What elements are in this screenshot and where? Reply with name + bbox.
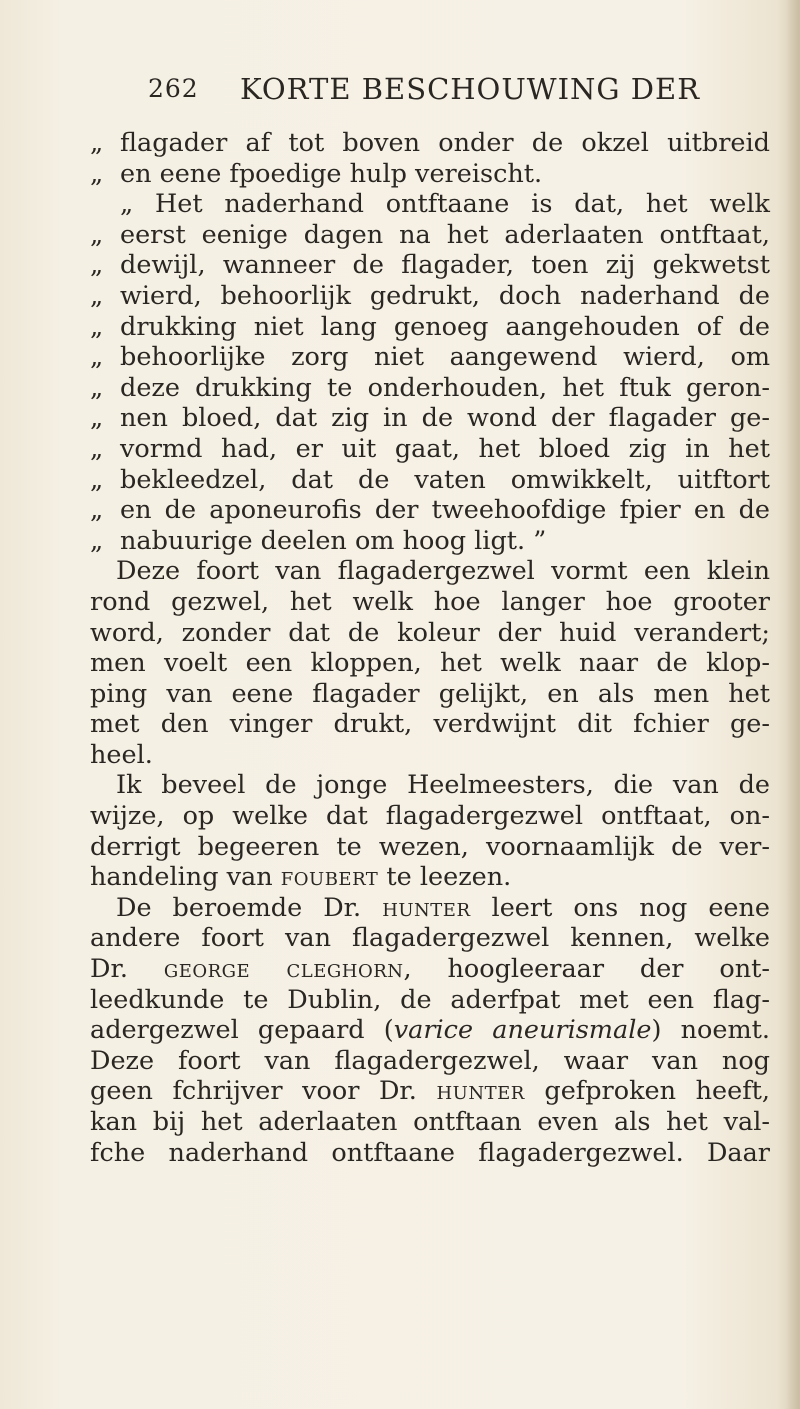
text-segment: , hoogleeraar der ont- xyxy=(403,954,770,985)
quote-line xyxy=(90,526,770,557)
quote-mark: „ xyxy=(90,464,104,495)
text-line xyxy=(90,893,770,924)
quote-line xyxy=(90,159,770,190)
quote-text: bekleedzel, dat de vaten omwikkelt, uitftort xyxy=(120,464,770,495)
quote-text: drukking niet lang genoeg aangehouden of de xyxy=(120,311,770,342)
quote-line xyxy=(90,189,770,220)
text-line xyxy=(90,1015,770,1046)
quote-line xyxy=(90,250,770,281)
text-segment: Dr. xyxy=(90,954,128,985)
quote-mark: „ xyxy=(90,525,104,556)
quote-text: „ Het naderhand ontftaane is dat, het welk xyxy=(120,189,770,220)
page-edge-shadow xyxy=(786,0,800,1409)
quote-mark xyxy=(90,189,120,220)
author-name: hunter xyxy=(382,892,471,923)
quote-line xyxy=(90,281,770,312)
text-line: rond gezwel, het welk hoe langer hoe grooter xyxy=(90,586,770,617)
text-line: andere foort van flagadergezwel kennen, welke xyxy=(90,923,770,954)
text-segment: geen fchrijver voor Dr. xyxy=(90,1076,417,1107)
text-line: leedkunde te Dublin, de aderfpat met een flag- xyxy=(90,984,770,1015)
quoted-passage xyxy=(90,128,770,556)
quote-text: en de aponeurofis der tweehoofdige fpier en de xyxy=(120,495,770,526)
author-name: foubert xyxy=(280,862,379,893)
quote-text: vormd had, er uit gaat, het bloed zig in het xyxy=(120,433,770,464)
quote-mark: „ xyxy=(90,495,104,526)
paragraph-hunter xyxy=(90,893,770,1168)
quote-mark: „ xyxy=(90,280,104,311)
quote-text: eerst eenige dagen na het aderlaaten ontftaat, xyxy=(120,219,770,250)
body-text xyxy=(90,128,770,1168)
quote-mark: „ xyxy=(90,403,104,434)
quote-mark: „ xyxy=(90,128,104,158)
paragraph-description xyxy=(90,556,770,770)
author-name: george cleghorn xyxy=(163,954,404,985)
quote-text: nabuurige deelen om hoog ligt. ” xyxy=(120,525,547,556)
text-line: kan bij het aderlaaten ontftaan even als het val- xyxy=(90,1107,770,1137)
text-line: wijze, op welke dat flagadergezwel ontftaat, on- xyxy=(90,801,770,832)
quote-mark: „ xyxy=(90,372,104,403)
quote-mark: „ xyxy=(90,219,104,250)
text-line: met den vinger drukt, verdwijnt dit fchier ge- xyxy=(90,709,770,740)
paragraph-recommendation xyxy=(90,770,770,892)
text-line xyxy=(90,1076,770,1107)
text-line: ping van eene flagader gelijkt, en als men het xyxy=(90,678,770,709)
quote-text: flagader af tot boven onder de okzel uitbreid xyxy=(120,128,770,158)
quote-line xyxy=(90,220,770,251)
quote-text: deze drukking te onderhouden, het ftuk geron- xyxy=(120,372,770,403)
quote-line xyxy=(90,403,770,434)
quote-text: behoorlijke zorg niet aangewend wierd, om xyxy=(120,342,770,373)
text-line xyxy=(90,862,770,893)
text-line: heel. xyxy=(90,739,153,770)
quote-line xyxy=(90,495,770,526)
text-line xyxy=(90,954,770,985)
quote-mark: „ xyxy=(90,311,104,342)
text-segment: ) noemt. xyxy=(651,1015,770,1046)
quote-line xyxy=(90,434,770,465)
quote-text: en eene fpoedige hulp vereischt. xyxy=(120,158,543,189)
text-segment: handeling van xyxy=(90,862,273,893)
page-number: 262 xyxy=(148,74,199,103)
text-segment: gefproken heeft, xyxy=(544,1076,771,1107)
quote-mark: „ xyxy=(90,433,104,464)
text-line: derrigt begeeren te wezen, voornaamlijk de ver- xyxy=(90,831,770,862)
text-segment: leert ons nog eene xyxy=(491,892,771,923)
quote-mark: „ xyxy=(90,250,104,281)
quote-line xyxy=(90,373,770,404)
quote-text: dewijl, wanneer de flagader, toen zij gekwetst xyxy=(120,250,770,281)
running-title: KORTE BESCHOUWING DER xyxy=(240,72,701,106)
quote-line xyxy=(90,342,770,373)
text-segment: adergezwel gepaard ( xyxy=(90,1015,394,1046)
quote-mark: „ xyxy=(90,342,104,373)
running-header xyxy=(148,66,708,110)
quote-text: wierd, behoorlijk gedrukt, doch naderhand de xyxy=(120,280,770,311)
text-segment: te leezen. xyxy=(386,862,512,893)
text-line: Deze foort van flagadergezwel, waar van nog xyxy=(90,1045,770,1076)
quote-mark: „ xyxy=(90,158,104,189)
italic-term: varice aneurismale xyxy=(393,1015,652,1046)
text-line: men voelt een kloppen, het welk naar de klop- xyxy=(90,648,770,679)
text-line: Ik beveel de jonge Heelmeesters, die van de xyxy=(116,770,770,801)
quote-line xyxy=(90,465,770,496)
quote-line xyxy=(90,128,770,159)
quote-line xyxy=(90,312,770,343)
text-line: word, zonder dat de koleur der huid verandert; xyxy=(90,617,770,648)
text-segment: De beroemde Dr. xyxy=(116,892,362,923)
author-name: hunter xyxy=(436,1076,525,1107)
text-line: fche naderhand ontftaane flagadergezwel. Daar xyxy=(90,1137,770,1168)
text-line: Deze foort van flagadergezwel vormt een klein xyxy=(116,556,770,587)
quote-text: nen bloed, dat zig in de wond der flagader ge- xyxy=(120,403,770,434)
